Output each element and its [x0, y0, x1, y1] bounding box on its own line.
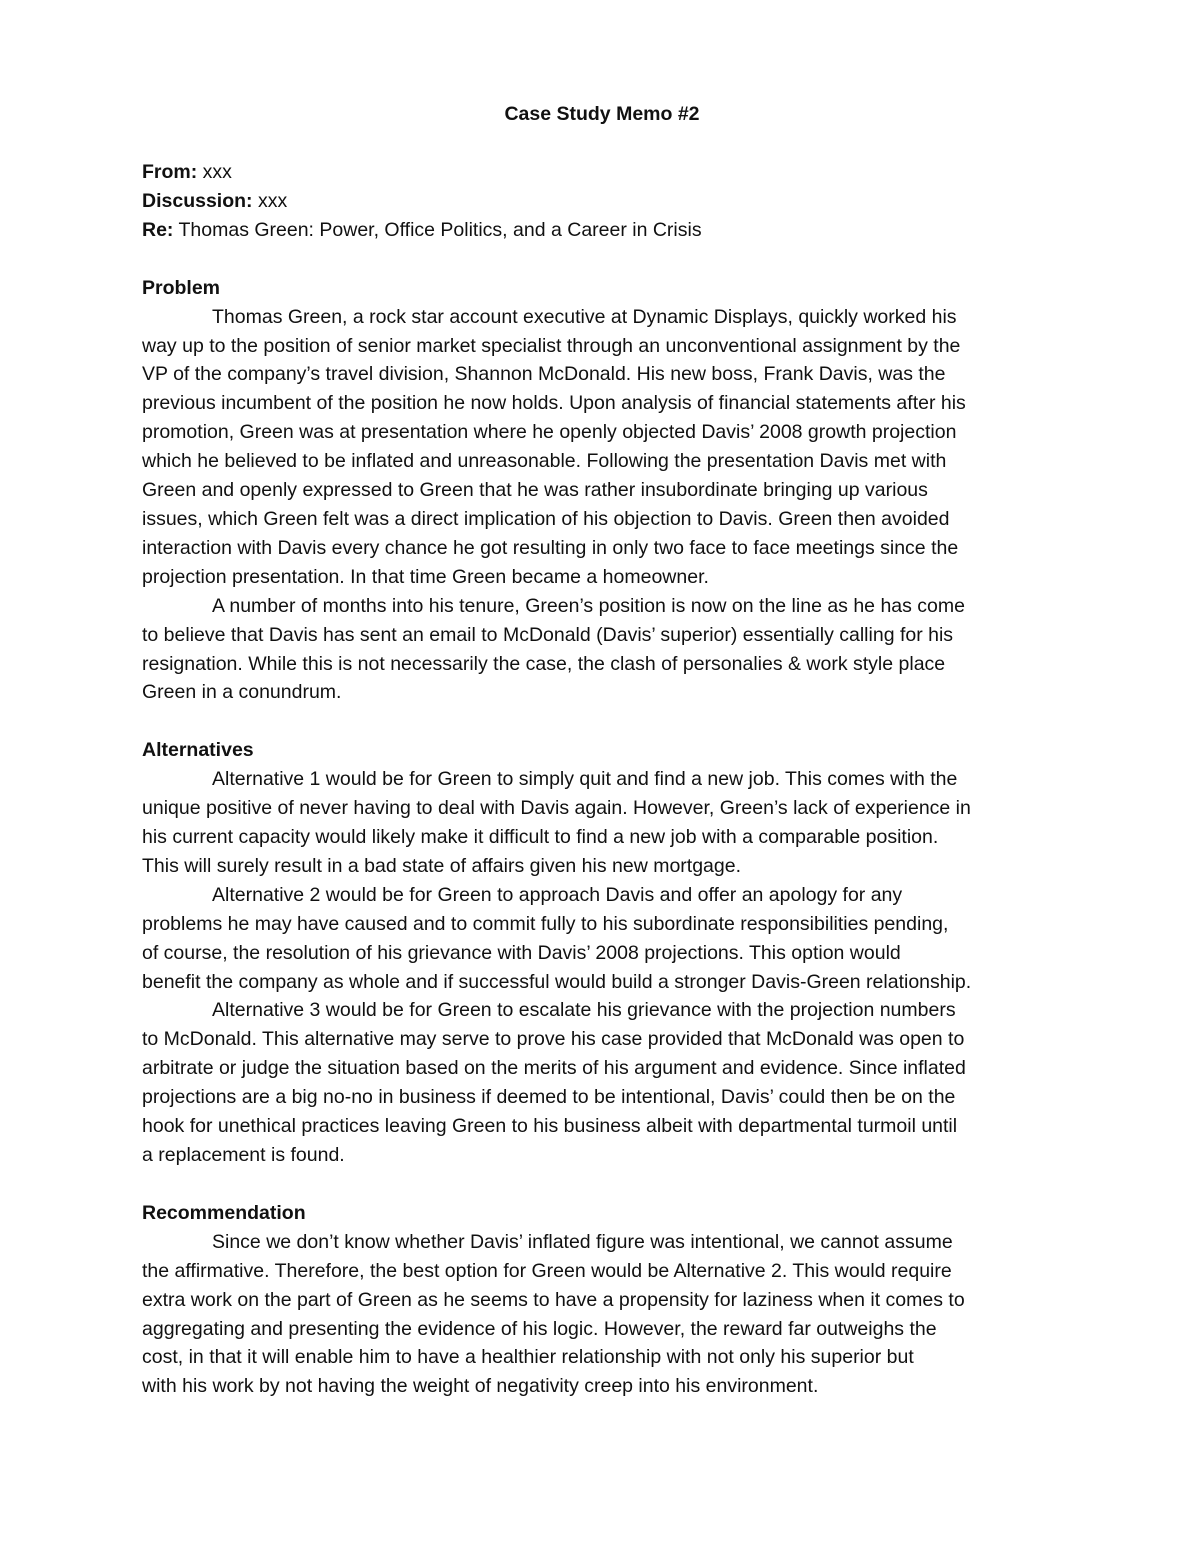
alternatives-paragraph	[142, 996, 1062, 1169]
paragraph-line: benefit the company as whole and if successful would build a stronger Davis-Green relationship.	[142, 970, 972, 993]
paragraph-line: unique positive of never having to deal with Davis again. However, Green’s lack of experience in	[142, 797, 971, 820]
paragraph-line: Alternative 2 would be for Green to approach Davis and offer an apology for any	[212, 883, 903, 906]
paragraph-line: projection presentation. In that time Green became a homeowner.	[142, 565, 709, 588]
re-label: Re:	[142, 218, 174, 241]
problem-paragraph	[142, 592, 1062, 708]
problem-section	[142, 274, 1062, 708]
problem-heading: Problem	[142, 276, 221, 299]
problem-paragraph	[142, 303, 1062, 592]
alternatives-section	[142, 736, 1062, 1170]
memo-header	[142, 158, 1062, 245]
paragraph-line: which he believed to be inflated and unreasonable. Following the presentation Davis met with	[142, 450, 947, 473]
paragraph-line: VP of the company’s travel division, Shannon McDonald. His new boss, Frank Davis, was the	[142, 363, 946, 386]
discussion-line	[142, 187, 1062, 216]
alternatives-heading: Alternatives	[142, 739, 254, 762]
paragraph-line: Green and openly expressed to Green that he was rather insubordinate bringing up various	[142, 479, 928, 502]
paragraph-line: aggregating and presenting the evidence of his logic. However, the reward far outweighs the	[142, 1317, 937, 1340]
from-value: xxx	[202, 161, 232, 183]
memo-page	[142, 100, 1062, 1401]
problem-paragraphs	[142, 303, 1062, 708]
paragraph-line: problems he may have caused and to commit fully to his subordinate responsibilities pending,	[142, 912, 949, 935]
paragraph-line: A number of months into his tenure, Green’s position is now on the line as he has come	[212, 594, 965, 617]
discussion-value: xxx	[257, 189, 288, 212]
paragraph-line: way up to the position of senior market specialist through an unconventional assignment by the	[142, 334, 961, 357]
paragraph-line: projections are a big no-no in business if deemed to be intentional, Davis’ could then be on the	[142, 1086, 956, 1109]
discussion-label: Discussion:	[142, 189, 253, 212]
paragraph-line: cost, in that it will enable him to have a healthier relationship with not only his superior but	[142, 1346, 914, 1369]
paragraph-line: with his work by not having the weight of negativity creep into his environment.	[142, 1375, 819, 1398]
paragraph-line: hook for unethical practices leaving Green to his business albeit with departmental turmoil until	[142, 1115, 958, 1138]
alternatives-paragraph	[142, 765, 1062, 881]
paragraph-line: This will surely result in a bad state of affairs given his new mortgage.	[142, 854, 742, 877]
paragraph-line: Since we don’t know whether Davis’ inflated figure was intentional, we cannot assume	[212, 1230, 953, 1253]
recommendation-paragraphs	[142, 1228, 1062, 1401]
from-line	[142, 158, 1062, 187]
recommendation-paragraph	[142, 1228, 1062, 1401]
paragraph-line: previous incumbent of the position he now holds. Upon analysis of financial statements after his	[142, 392, 966, 415]
paragraph-line: issues, which Green felt was a direct implication of his objection to Davis. Green then avoided	[142, 507, 950, 530]
paragraph-line: Green in a conundrum.	[142, 681, 342, 704]
paragraph-line: extra work on the part of Green as he seems to have a propensity for laziness when it comes to	[142, 1288, 965, 1311]
paragraph-line: Thomas Green, a rock star account executive at Dynamic Displays, quickly worked his	[212, 305, 957, 328]
paragraph-line: promotion, Green was at presentation where he openly objected Davis’ 2008 growth projection	[142, 421, 957, 444]
paragraph-line: a replacement is found.	[142, 1144, 345, 1166]
paragraph-line: Alternative 3 would be for Green to escalate his grievance with the projection numbers	[212, 999, 956, 1022]
re-line	[142, 216, 1062, 245]
alternatives-paragraphs	[142, 765, 1062, 1170]
recommendation-heading: Recommendation	[142, 1201, 306, 1224]
paragraph-line: arbitrate or judge the situation based on the merits of his argument and evidence. Since inflated	[142, 1057, 966, 1080]
alternatives-paragraph	[142, 881, 1062, 997]
from-label: From:	[142, 161, 198, 183]
re-value: Thomas Green: Power, Office Politics, and a Career in Crisis	[178, 218, 702, 241]
paragraph-line: to McDonald. This alternative may serve to prove his case provided that McDonald was open to	[142, 1028, 965, 1051]
memo-title: Case Study Memo #2	[504, 103, 700, 125]
paragraph-line: interaction with Davis every chance he got resulting in only two face to face meetings since the	[142, 536, 959, 559]
paragraph-line: his current capacity would likely make it difficult to find a new job with a comparable position.	[142, 826, 939, 849]
paragraph-line: of course, the resolution of his grievance with Davis’ 2008 projections. This option would	[142, 941, 901, 964]
paragraph-line: to believe that Davis has sent an email to McDonald (Davis’ superior) essentially calling for his	[142, 623, 954, 646]
paragraph-line: the affirmative. Therefore, the best option for Green would be Alternative 2. This would require	[142, 1259, 952, 1282]
paragraph-line: Alternative 1 would be for Green to simply quit and find a new job. This comes with the	[212, 768, 958, 791]
recommendation-section	[142, 1199, 1062, 1401]
paragraph-line: resignation. While this is not necessarily the case, the clash of personalies & work style place	[142, 652, 946, 675]
